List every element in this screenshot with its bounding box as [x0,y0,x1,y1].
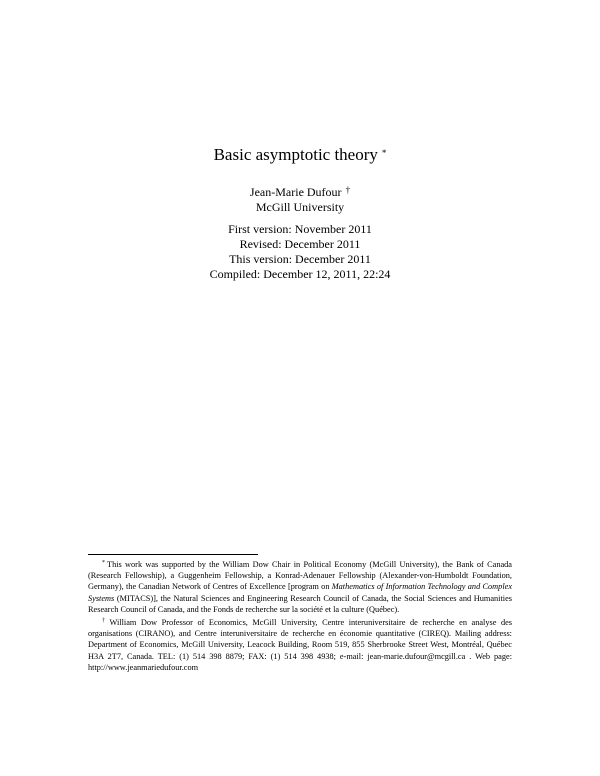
paper-title-text: Basic asymptotic theory [213,145,378,164]
footnotes [88,559,512,673]
footnote-funding-mark: * [102,560,105,566]
author-name: Jean-Marie Dufour [249,185,342,199]
title-footnote-mark: * [381,148,387,158]
date-revised: Revised: December 2011 [239,237,361,251]
footnote-funding-text-b: (MITACS)], the Natural Sciences and Engineering Research Council of Canada, the Social Sciences and Humanities Research Council of Canada, and the Fonds de recherche sur la société et la culture (Québec). [88,593,512,614]
footnote-funding-italic: Mathematics of Information Technology and Complex Systems [88,582,512,603]
author-block [0,185,600,215]
dates-block [0,222,600,282]
date-this-version: This version: December 2011 [229,252,371,266]
date-compiled: Compiled: December 12, 2011, 22:24 [209,267,391,281]
author-footnote-mark: † [345,185,351,195]
date-first-version: First version: November 2011 [228,222,372,236]
footnote-author-text: William Dow Professor of Economics, McGill University, Centre interuniversitaire de recherche en analyse des organisations (CIRANO), and Centre interuniversitaire de recherche en économie quantitative (CIREQ). Mailing address: Department of Economics, McGill University, Leacock Building, Room 519, 855 Sherbrooke Street West, Montréal, Québec H3A 2T7, Canada. TEL: (1) 514 398 8879; FAX: (1) 514 398 4938; e-mail: jean-marie.dufour@mcgill.ca . Web page: http://www.jeanmariedufour.com [88,618,513,672]
footnote-funding [88,559,512,615]
author-line [0,185,600,200]
footnote-rule [88,554,258,555]
footnote-author-mark: † [102,618,108,625]
footnote-funding-text-a: This work was supported by the William Dow Chair in Political Economy (McGill University), the Bank of Canada (Research Fellowship), a Guggenheim Fellowship, a Konrad-Adenauer Fellowship (Alexander-von-Humboldt Foundation, Germany), the Canadian Network of Centres of Excellence [program on [88,560,512,592]
footnote-author-address [88,617,512,673]
author-affiliation: McGill University [255,200,345,214]
paper-title [0,144,600,166]
